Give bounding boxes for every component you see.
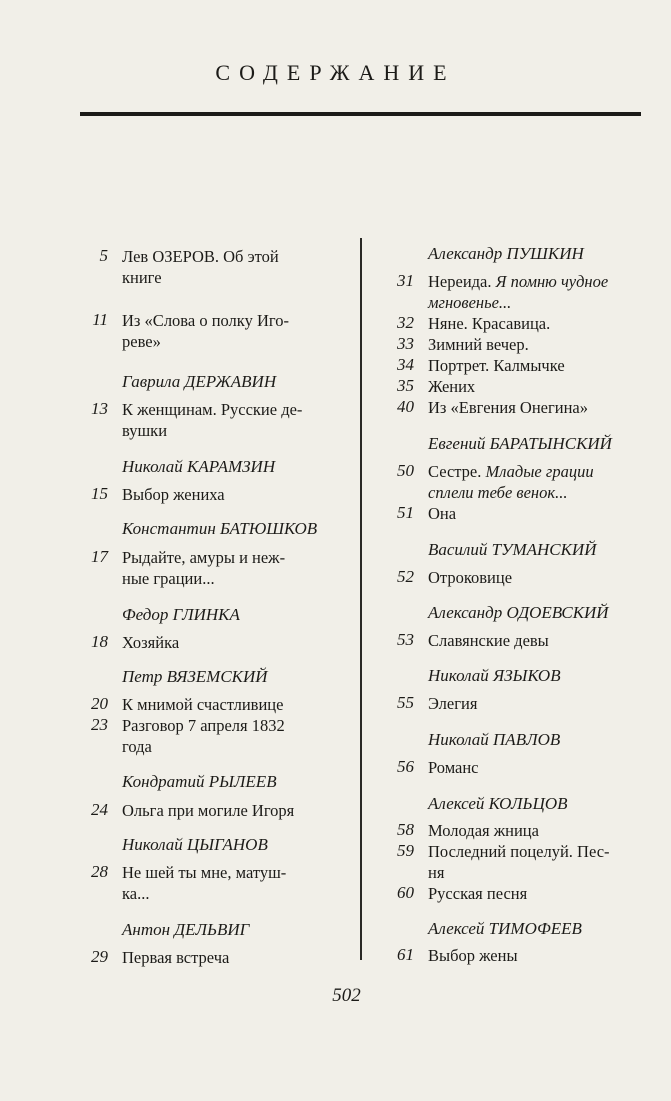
author-heading: Николай ЦЫГАНОВ bbox=[122, 835, 268, 854]
entry-title-line: Не шей ты мне, матуш- bbox=[122, 863, 287, 882]
entry-page: 61 bbox=[397, 945, 414, 964]
entry-page: 34 bbox=[397, 355, 414, 374]
entry-title-line: Няне. Красавица. bbox=[428, 314, 551, 333]
entry-title-line: Последний поцелуй. Пес- bbox=[428, 842, 610, 861]
entry-title-line: года bbox=[122, 737, 152, 756]
entry-page: 33 bbox=[397, 334, 414, 353]
entry-page: 20 bbox=[91, 694, 108, 713]
entry-page: 17 bbox=[91, 547, 108, 566]
entry-title-line: Жених bbox=[428, 377, 476, 396]
entry-title-line: книге bbox=[122, 268, 162, 287]
entry-title-line: К женщинам. Русские де- bbox=[122, 400, 303, 419]
entry-title-line: Разговор 7 апреля 1832 bbox=[122, 716, 285, 735]
author-heading: Николай ПАВЛОВ bbox=[428, 730, 561, 749]
title-rule bbox=[80, 112, 641, 116]
entry-title-line: Из «Слова о полку Иго- bbox=[122, 311, 289, 330]
entry-page: 52 bbox=[397, 567, 414, 586]
entry-title-line: Выбор жены bbox=[428, 946, 518, 965]
entry-title-line: Зимний вечер. bbox=[428, 335, 529, 354]
entry-page: 59 bbox=[397, 841, 414, 860]
entry-title-line: сплели тебе венок... bbox=[428, 483, 568, 502]
entry-page: 50 bbox=[397, 461, 414, 480]
author-heading: Антон ДЕЛЬВИГ bbox=[122, 920, 250, 939]
entry-page: 13 bbox=[91, 399, 108, 418]
author-heading: Александр ОДОЕВСКИЙ bbox=[428, 603, 609, 622]
page-number: 502 bbox=[332, 985, 361, 1006]
entry-title-part: Нереида. bbox=[428, 272, 496, 291]
author-heading: Константин БАТЮШКОВ bbox=[122, 519, 318, 538]
entry-title-line: Отроковице bbox=[428, 568, 513, 587]
author-heading: Василий ТУМАНСКИЙ bbox=[428, 540, 597, 559]
entry-title-line: Первая встреча bbox=[122, 948, 230, 967]
author-heading: Петр ВЯЗЕМСКИЙ bbox=[122, 667, 268, 686]
entry-title-line: Хозяйка bbox=[122, 633, 180, 652]
entry-page: 11 bbox=[92, 310, 108, 329]
entry-title-line: вушки bbox=[122, 421, 168, 440]
entry-title-line: мгновенье... bbox=[428, 293, 512, 312]
entry-title-line: реве» bbox=[122, 332, 161, 351]
author-heading: Кондратий РЫЛЕЕВ bbox=[122, 772, 277, 791]
entry-page: 15 bbox=[91, 484, 108, 503]
entry-title-line: Рыдайте, амуры и неж- bbox=[122, 548, 286, 567]
author-heading: Евгений БАРАТЫНСКИЙ bbox=[428, 434, 612, 453]
entry-title-line: Русская песня bbox=[428, 884, 528, 903]
entry-title-line: Из «Евгения Онегина» bbox=[428, 398, 588, 417]
entry-page: 5 bbox=[99, 246, 108, 265]
entry-title-line: Ольга при могиле Игоря bbox=[122, 801, 295, 820]
entry-title-line: ка... bbox=[122, 884, 150, 903]
entry-title-line: Романс bbox=[428, 758, 479, 777]
author-heading: Николай ЯЗЫКОВ bbox=[428, 666, 561, 685]
entry-title-line: Молодая жница bbox=[428, 821, 539, 840]
column-divider bbox=[360, 238, 362, 960]
entry-title-line: ные грации... bbox=[122, 569, 215, 588]
author-heading: Алексей КОЛЬЦОВ bbox=[428, 794, 568, 813]
entry-page: 55 bbox=[397, 693, 414, 712]
entry-page: 32 bbox=[397, 313, 414, 332]
entry-title-part: Я помню чудное bbox=[495, 272, 609, 291]
author-heading: Алексей ТИМОФЕЕВ bbox=[428, 919, 582, 938]
author-heading: Федор ГЛИНКА bbox=[122, 605, 240, 624]
entry-title-line: Славянские девы bbox=[428, 631, 549, 650]
entry-title-line: Она bbox=[428, 504, 457, 523]
entry-title-line: Выбор жениха bbox=[122, 485, 225, 504]
entry-page: 28 bbox=[91, 862, 108, 881]
page-title: СОДЕРЖАНИЕ bbox=[215, 60, 456, 85]
entry-page: 51 bbox=[397, 503, 414, 522]
author-heading: Николай КАРАМЗИН bbox=[122, 457, 276, 476]
entry-page: 40 bbox=[397, 397, 414, 416]
entry-title-part: Младые грации bbox=[485, 462, 594, 481]
entry-title-line: Лев ОЗЕРОВ. Об этой bbox=[122, 247, 279, 266]
entry-page: 24 bbox=[91, 800, 108, 819]
entry-page: 18 bbox=[91, 632, 108, 651]
entry-page: 31 bbox=[397, 271, 414, 290]
entry-page: 29 bbox=[91, 947, 108, 966]
entry-page: 58 bbox=[397, 820, 414, 839]
entry-page: 56 bbox=[397, 757, 414, 776]
entry-title-part: Сестре. bbox=[428, 462, 486, 481]
author-heading: Александр ПУШКИН bbox=[428, 244, 584, 263]
entry-title-line: Элегия bbox=[428, 694, 478, 713]
entry-page: 35 bbox=[397, 376, 414, 395]
entry-title-line: Портрет. Калмычке bbox=[428, 356, 565, 375]
entry-page: 60 bbox=[397, 883, 414, 902]
entry-page: 23 bbox=[91, 715, 108, 734]
entry-title-line: ня bbox=[428, 863, 445, 882]
entry-page: 53 bbox=[397, 630, 414, 649]
author-heading: Гаврила ДЕРЖАВИН bbox=[122, 372, 277, 391]
entry-title-line: К мнимой счастливице bbox=[122, 695, 284, 714]
